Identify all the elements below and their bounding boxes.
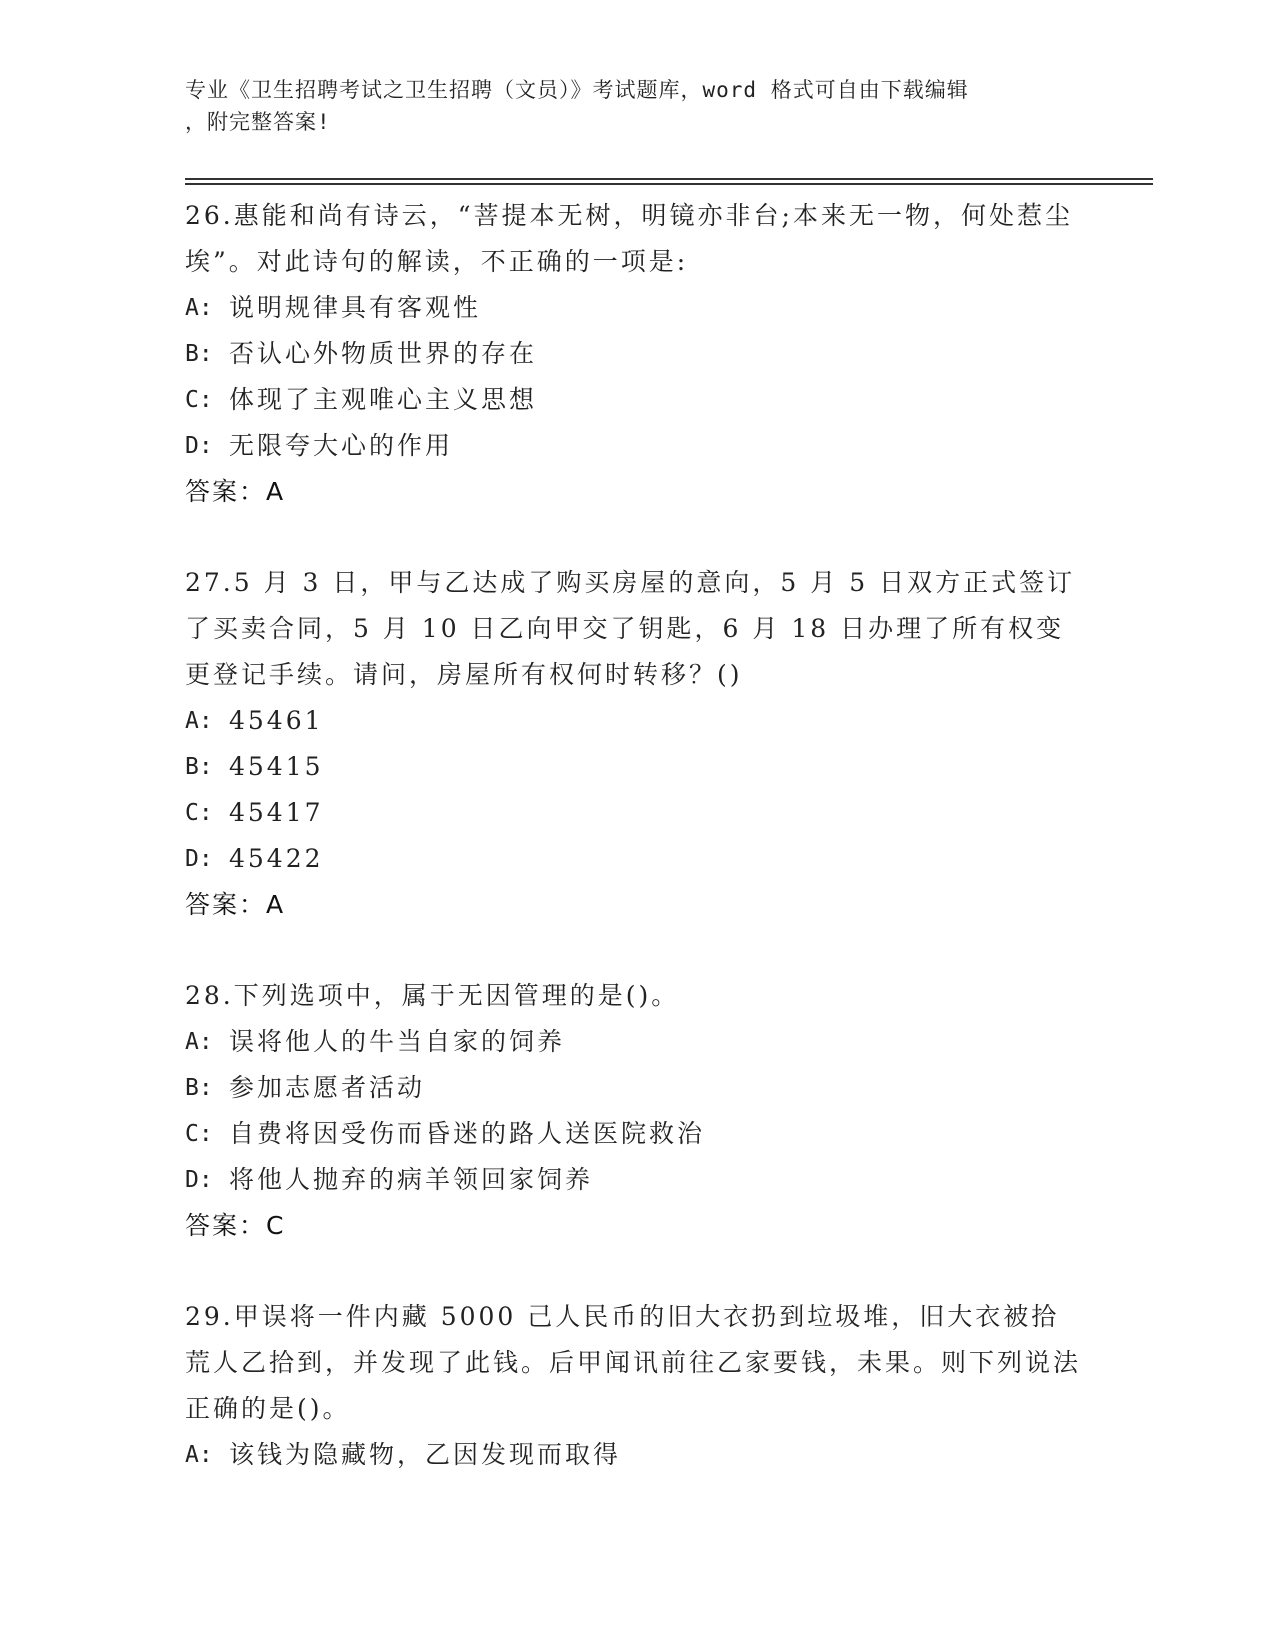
question-stem: 27.5 月 3 日，甲与乙达成了购买房屋的意向，5 月 5 日双方正式签订了买卖合同，5 月 10 日乙向甲交了钥匙，6 月 18 日办理了所有权变更登记手续。请问，房屋所有权何时转移？() bbox=[185, 568, 1076, 689]
answer-value: A bbox=[266, 477, 286, 506]
question-stem: 29.甲误将一件内藏 5000 己人民币的旧大衣扔到垃圾堆，旧大衣被拾荒人乙拾到，并发现了此钱。后甲闻讯前往乙家要钱，未果。则下列说法正确的是()。 bbox=[185, 1302, 1082, 1423]
answer-line bbox=[185, 882, 1085, 928]
header-rule-bottom bbox=[185, 183, 1153, 185]
option-d bbox=[185, 423, 1085, 469]
option-key: B: bbox=[185, 754, 213, 780]
question-28 bbox=[185, 973, 1085, 1249]
question-stem: 26.惠能和尚有诗云，“菩提本无树，明镜亦非台;本来无一物，何处惹尘埃”。对此诗句的解读，不正确的一项是: bbox=[185, 201, 1073, 276]
option-text: 否认心外物质世界的存在 bbox=[229, 339, 538, 368]
question-list bbox=[185, 193, 1085, 1523]
option-key: A: bbox=[185, 708, 213, 734]
option-d bbox=[185, 836, 1085, 882]
option-text: 45461 bbox=[229, 706, 324, 735]
option-key: B: bbox=[185, 1075, 213, 1101]
answer-value: A bbox=[266, 890, 286, 919]
option-b bbox=[185, 744, 1085, 790]
option-key: A: bbox=[185, 295, 213, 321]
question-29 bbox=[185, 1294, 1085, 1478]
option-text: 误将他人的牛当自家的饲养 bbox=[229, 1027, 566, 1056]
option-key: D: bbox=[185, 433, 213, 459]
header-line-1: 专业《卫生招聘考试之卫生招聘（文员）》考试题库，word 格式可自由下载编辑 bbox=[185, 78, 969, 102]
option-b bbox=[185, 331, 1085, 377]
option-text: 自费将因受伤而昏迷的路人送医院救治 bbox=[229, 1119, 706, 1148]
option-a bbox=[185, 1019, 1085, 1065]
option-key: A: bbox=[185, 1029, 213, 1055]
option-text: 说明规律具有客观性 bbox=[229, 293, 482, 322]
option-text: 参加志愿者活动 bbox=[229, 1073, 426, 1102]
answer-label: 答案： bbox=[185, 1211, 267, 1240]
question-26 bbox=[185, 193, 1085, 515]
option-text: 45415 bbox=[229, 752, 324, 781]
option-a bbox=[185, 285, 1085, 331]
option-text: 该钱为隐藏物，乙因发现而取得 bbox=[229, 1440, 622, 1469]
option-b bbox=[185, 1065, 1085, 1111]
option-text: 45422 bbox=[229, 844, 324, 873]
option-key: D: bbox=[185, 846, 213, 872]
answer-line bbox=[185, 1203, 1085, 1249]
document-header bbox=[185, 74, 1085, 138]
question-stem: 28.下列选项中，属于无因管理的是()。 bbox=[185, 981, 680, 1010]
answer-label: 答案： bbox=[185, 890, 267, 919]
option-text: 45417 bbox=[229, 798, 324, 827]
header-line-2: ，附完整答案! bbox=[185, 110, 331, 134]
option-c bbox=[185, 377, 1085, 423]
option-text: 将他人抛弃的病羊领回家饲养 bbox=[229, 1165, 594, 1194]
option-a bbox=[185, 1432, 1085, 1478]
option-key: A: bbox=[185, 1442, 213, 1468]
answer-value: C bbox=[266, 1211, 286, 1240]
option-key: B: bbox=[185, 341, 213, 367]
option-text: 无限夸大心的作用 bbox=[229, 431, 454, 460]
header-rule-top bbox=[185, 178, 1153, 180]
option-text: 体现了主观唯心主义思想 bbox=[229, 385, 538, 414]
option-c bbox=[185, 790, 1085, 836]
option-key: C: bbox=[185, 800, 213, 826]
answer-label: 答案： bbox=[185, 477, 267, 506]
option-d bbox=[185, 1157, 1085, 1203]
option-key: C: bbox=[185, 1121, 213, 1147]
question-27 bbox=[185, 560, 1085, 928]
option-key: C: bbox=[185, 387, 213, 413]
option-c bbox=[185, 1111, 1085, 1157]
option-key: D: bbox=[185, 1167, 213, 1193]
option-a bbox=[185, 698, 1085, 744]
answer-line bbox=[185, 469, 1085, 515]
